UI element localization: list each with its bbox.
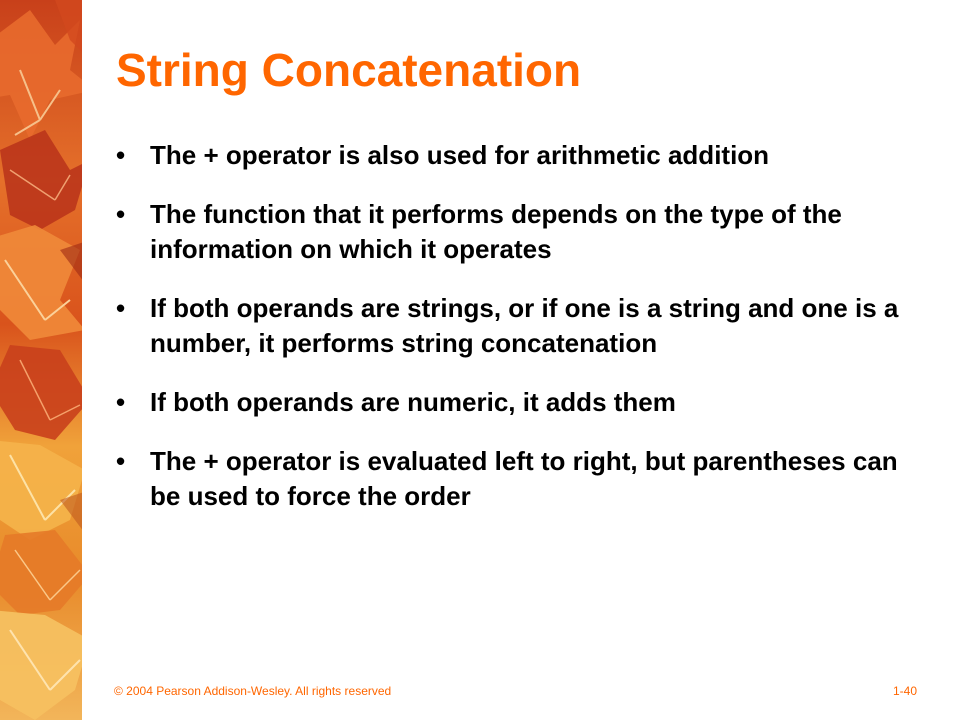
bullet-text: The function that it performs depends on the type of the information on which it operates xyxy=(150,199,842,264)
bullet-item xyxy=(116,138,926,173)
bullet-item xyxy=(116,385,926,420)
bullet-list xyxy=(116,138,926,538)
bullet-item xyxy=(116,197,926,267)
slide-title: String Concatenation xyxy=(116,44,582,96)
autumn-leaves-image xyxy=(0,0,82,720)
footer-page-number: 1-40 xyxy=(892,684,917,698)
bullet-item xyxy=(116,291,926,361)
bullet-icon: • xyxy=(116,140,126,170)
bullet-text: The + operator is also used for arithmetic addition xyxy=(150,140,770,170)
bullet-icon: • xyxy=(116,199,126,229)
bullet-icon: • xyxy=(116,387,126,417)
bullet-icon: • xyxy=(116,446,126,476)
footer-copyright: © 2004 Pearson Addison-Wesley. All rights reserved xyxy=(114,684,392,698)
bullet-text: If both operands are strings, or if one is a string and one is a number, it performs string concatenation xyxy=(150,293,899,358)
bullet-text: If both operands are numeric, it adds them xyxy=(150,387,676,417)
bullet-icon: • xyxy=(116,293,126,323)
bullet-text: The + operator is evaluated left to right, but parentheses can be used to force the order xyxy=(150,446,898,511)
bullet-item xyxy=(116,444,926,514)
